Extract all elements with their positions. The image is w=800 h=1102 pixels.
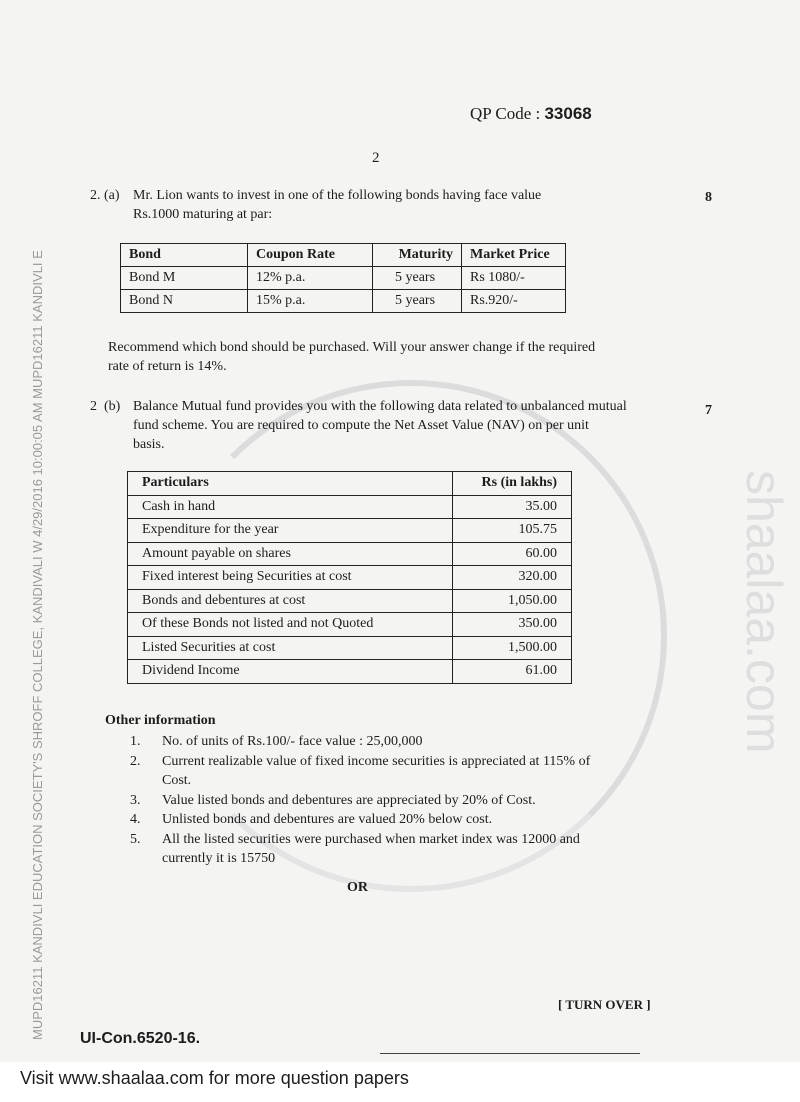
- cell: Bond M: [121, 267, 248, 290]
- item-number: 4.: [130, 812, 141, 827]
- bond-table: [120, 243, 566, 313]
- text-line: fund scheme. You are required to compute the Net Asset Value (NAV) on per unit: [133, 418, 589, 433]
- question-number: 2.: [90, 188, 101, 203]
- cell: 12% p.a.: [248, 267, 373, 290]
- watermark-diagonal-text: MUPD16211 KANDIVLI EDUCATION SOCIETY'S SHROFF COLLEGE, KANDIVALI W 4/29/2016 10:00:05 AM MUPD16211 KANDIVLI E: [30, 250, 45, 1040]
- page-number: 2: [372, 150, 380, 166]
- particulars-table: [127, 471, 572, 684]
- q2b-text: [133, 397, 627, 454]
- item-number: 1.: [130, 734, 141, 749]
- table-row: [121, 267, 566, 290]
- question-number: 2: [90, 399, 97, 414]
- table-row: [128, 542, 572, 566]
- footer-bar: [0, 1062, 800, 1102]
- cell: Listed Securities at cost: [128, 636, 453, 660]
- cell: 15% p.a.: [248, 290, 373, 313]
- cell: Cash in hand: [128, 495, 453, 519]
- turn-over: [ TURN OVER ]: [558, 997, 651, 1012]
- cell: Amount payable on shares: [128, 542, 453, 566]
- or-label: OR: [347, 880, 368, 895]
- table-row: [128, 589, 572, 613]
- item-number: 5.: [130, 831, 141, 847]
- text-line: Mr. Lion wants to invest in one of the following bonds having face value: [133, 188, 542, 203]
- col-header: Particulars: [128, 472, 453, 496]
- cell: Dividend Income: [128, 660, 453, 684]
- item-number: 2.: [130, 753, 141, 769]
- qp-code-value: 33068: [544, 104, 592, 123]
- table-row: [121, 290, 566, 313]
- watermark-logo: shaalaa.com: [736, 470, 792, 754]
- cell: 1,500.00: [453, 636, 572, 660]
- cell: 320.00: [453, 566, 572, 590]
- table-row: [128, 636, 572, 660]
- divider: [380, 1053, 640, 1054]
- item-text: Value listed bonds and debentures are appreciated by 20% of Cost.: [162, 792, 536, 808]
- col-header: Bond: [121, 244, 248, 267]
- text-line: Rs.1000 maturing at par:: [133, 207, 273, 222]
- cell: 1,050.00: [453, 589, 572, 613]
- item-text-cont: currently it is 15750: [162, 851, 276, 866]
- item-number: 3.: [130, 792, 141, 808]
- table-row: [128, 660, 572, 684]
- q2b-number: [90, 397, 120, 416]
- item-text-cont: Cost.: [162, 773, 192, 788]
- q2a-number: [90, 186, 120, 205]
- cell: 5 years: [373, 290, 462, 313]
- cell: Expenditure for the year: [128, 519, 453, 543]
- list-item: [130, 791, 590, 811]
- qp-label: QP Code :: [470, 104, 541, 123]
- cell: Of these Bonds not listed and not Quoted: [128, 613, 453, 637]
- col-header: Rs (in lakhs): [453, 472, 572, 496]
- col-header: Market Price: [462, 244, 566, 267]
- list-item: [130, 732, 590, 752]
- cell: Fixed interest being Securities at cost: [128, 566, 453, 590]
- item-text: All the listed securities were purchased when market index was 12000 and: [162, 831, 580, 847]
- item-text: Current realizable value of fixed income securities is appreciated at 115% of: [162, 753, 591, 769]
- cell: 60.00: [453, 542, 572, 566]
- list-item: [130, 810, 590, 830]
- table-row: [128, 613, 572, 637]
- table-header-row: [128, 472, 572, 496]
- text-line: Recommend which bond should be purchased. Will your answer change if the required: [108, 340, 596, 355]
- item-text: Unlisted bonds and debentures are valued 20% below cost.: [162, 812, 493, 827]
- cell: Bond N: [121, 290, 248, 313]
- col-header: Maturity: [373, 244, 462, 267]
- cell: 5 years: [373, 267, 462, 290]
- text-line: Balance Mutual fund provides you with the following data related to unbalanced mutual: [133, 399, 627, 414]
- other-info-list: [130, 732, 590, 869]
- table-row: [128, 495, 572, 519]
- cell: 350.00: [453, 613, 572, 637]
- table-row: [128, 519, 572, 543]
- cell: Rs.920/-: [462, 290, 566, 313]
- q2b-marks: 7: [705, 403, 712, 418]
- cell: Rs 1080/-: [462, 267, 566, 290]
- table-header-row: [121, 244, 566, 267]
- cell: 61.00: [453, 660, 572, 684]
- table-row: [128, 566, 572, 590]
- q2a-question: [108, 338, 595, 376]
- cell: 35.00: [453, 495, 572, 519]
- text-line: basis.: [133, 437, 165, 452]
- other-info-title: Other information: [105, 713, 216, 728]
- q2a-marks: 8: [705, 190, 712, 205]
- paper-code: UI-Con.6520-16.: [80, 1030, 201, 1047]
- qp-code: [470, 104, 592, 124]
- question-part: (a): [104, 188, 120, 203]
- cell: Bonds and debentures at cost: [128, 589, 453, 613]
- item-text: No. of units of Rs.100/- face value : 25,00,000: [162, 734, 423, 749]
- list-item: [130, 830, 590, 869]
- q2a-text: [133, 186, 541, 224]
- cell: 105.75: [453, 519, 572, 543]
- footer-link-text[interactable]: Visit www.shaalaa.com for more question papers: [20, 1068, 409, 1088]
- list-item: [130, 752, 590, 791]
- question-part: (b): [104, 399, 121, 414]
- col-header: Coupon Rate: [248, 244, 373, 267]
- text-line: rate of return is 14%.: [108, 359, 227, 374]
